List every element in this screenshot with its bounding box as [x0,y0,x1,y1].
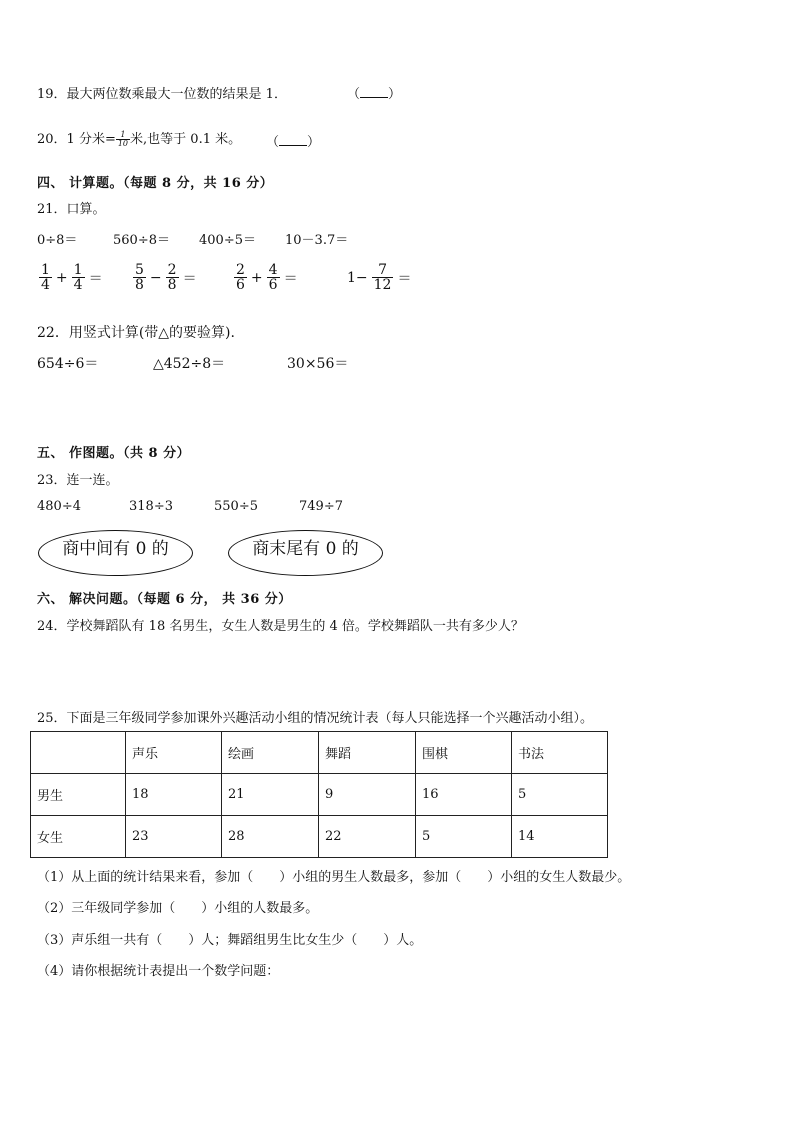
question-20 [37,128,241,148]
table-cell: 28 [222,816,319,858]
table-cell: 18 [126,774,222,816]
question-19 [37,83,287,102]
table-header-cell: 绘画 [222,732,319,774]
q25-sub-4: （4）请你根据统计表提出一个数学问题： [37,964,280,979]
section-4-title: 四、 计算题。（每题 8 分，共 16 分） [37,176,274,191]
q21-fraction-expr-1: $\frac{1}{4}$ + $\frac{1}{4}$ ＝ [41,262,103,293]
oval-end-zero[interactable] [228,530,383,576]
fraction-one-tenth: $\frac{1}{10}$ [117,130,129,148]
question-23-title: 23．连一连。 [37,473,119,488]
table-row-label: 男生 [31,774,126,816]
q21-item-2: 560÷8＝ [113,233,170,248]
question-20-prefix: 20．1 分米= [37,132,116,147]
q25-sub-2: （2）三年级同学参加（ ）小组的人数最多。 [37,901,319,916]
table-row [31,774,608,816]
q22-item-3: 30×56＝ [287,356,349,372]
section-5-title: 五、 作图题。（共 8 分） [37,446,191,461]
q21-fraction-expr-2: $\frac{5}{8}$ − $\frac{2}{8}$ ＝ [135,262,197,293]
table-row-label: 女生 [31,816,126,858]
table-row [31,816,608,858]
table-header-cell: 书法 [512,732,608,774]
q25-sub-1: （1）从上面的统计结果来看，参加（ ）小组的男生人数最多，参加（ ）小组的女生人数最少。 [37,870,631,885]
table-cell: 5 [416,816,512,858]
fraction: $\frac{4}{6}$ [268,262,278,293]
fraction: $\frac{2}{8}$ [167,262,177,293]
question-22-title: 22．用竖式计算(带△的要验算). [37,325,235,341]
table-cell: 5 [512,774,608,816]
q21-fraction-expr-4: 1− $\frac{7}{12}$ ＝ [347,262,412,293]
oval-middle-zero[interactable] [38,530,193,576]
question-19-text: 19．最大两位数乘最大一位数的结果是 1． [37,87,287,102]
table-cell: 16 [416,774,512,816]
section-6-title: 六、 解决问题。（每题 6 分， 共 36 分） [37,592,292,607]
table-header-cell: 舞蹈 [319,732,416,774]
answer-blank-20[interactable]: （ ） [266,135,321,150]
oval-end-zero-label: 商末尾有 0 的 [252,538,359,559]
table-cell: 14 [512,816,608,858]
oval-middle-zero-label: 商中间有 0 的 [62,538,169,559]
interest-group-table [30,731,608,858]
q21-fraction-expr-3: $\frac{2}{6}$ + $\frac{4}{6}$ ＝ [236,262,298,293]
q23-item-3[interactable]: 550÷5 [214,499,258,514]
q23-item-2[interactable]: 318÷3 [129,499,173,514]
question-21-title: 21．口算。 [37,202,106,217]
table-header-cell: 围棋 [416,732,512,774]
q22-item-1: 654÷6＝ [37,356,99,372]
table-cell: 22 [319,816,416,858]
q23-item-4[interactable]: 749÷7 [299,499,343,514]
table-cell: 21 [222,774,319,816]
q21-item-4: 10－3.7＝ [285,233,349,248]
fraction: $\frac{1}{4}$ [41,262,50,293]
table-cell: 23 [126,816,222,858]
fraction: $\frac{2}{6}$ [236,262,245,293]
q25-sub-3: （3）声乐组一共有（ ）人；舞蹈组男生比女生少（ ）人。 [37,933,423,948]
fraction: $\frac{7}{12}$ [373,262,392,293]
question-25: 25．下面是三年级同学参加课外兴趣活动小组的情况统计表（每人只能选择一个兴趣活动小组）。 [37,711,594,726]
table-cell: 9 [319,774,416,816]
q22-item-2: △452÷8＝ [153,356,226,372]
q23-item-1[interactable]: 480÷4 [37,499,81,514]
answer-blank-19[interactable]: （ ） [347,87,402,102]
question-24: 24．学校舞蹈队有 18 名男生，女生人数是男生的 4 倍。学校舞蹈队一共有多少人？ [37,619,524,634]
question-20-suffix: 米,也等于 0.1 米。 [130,132,242,147]
fraction: $\frac{1}{4}$ [73,262,83,293]
fraction: $\frac{5}{8}$ [135,262,144,293]
q21-item-3: 400÷5＝ [199,233,256,248]
q21-item-1: 0÷8＝ [37,233,78,248]
table-header-row [31,732,608,774]
table-cell [31,732,126,774]
table-header-cell: 声乐 [126,732,222,774]
